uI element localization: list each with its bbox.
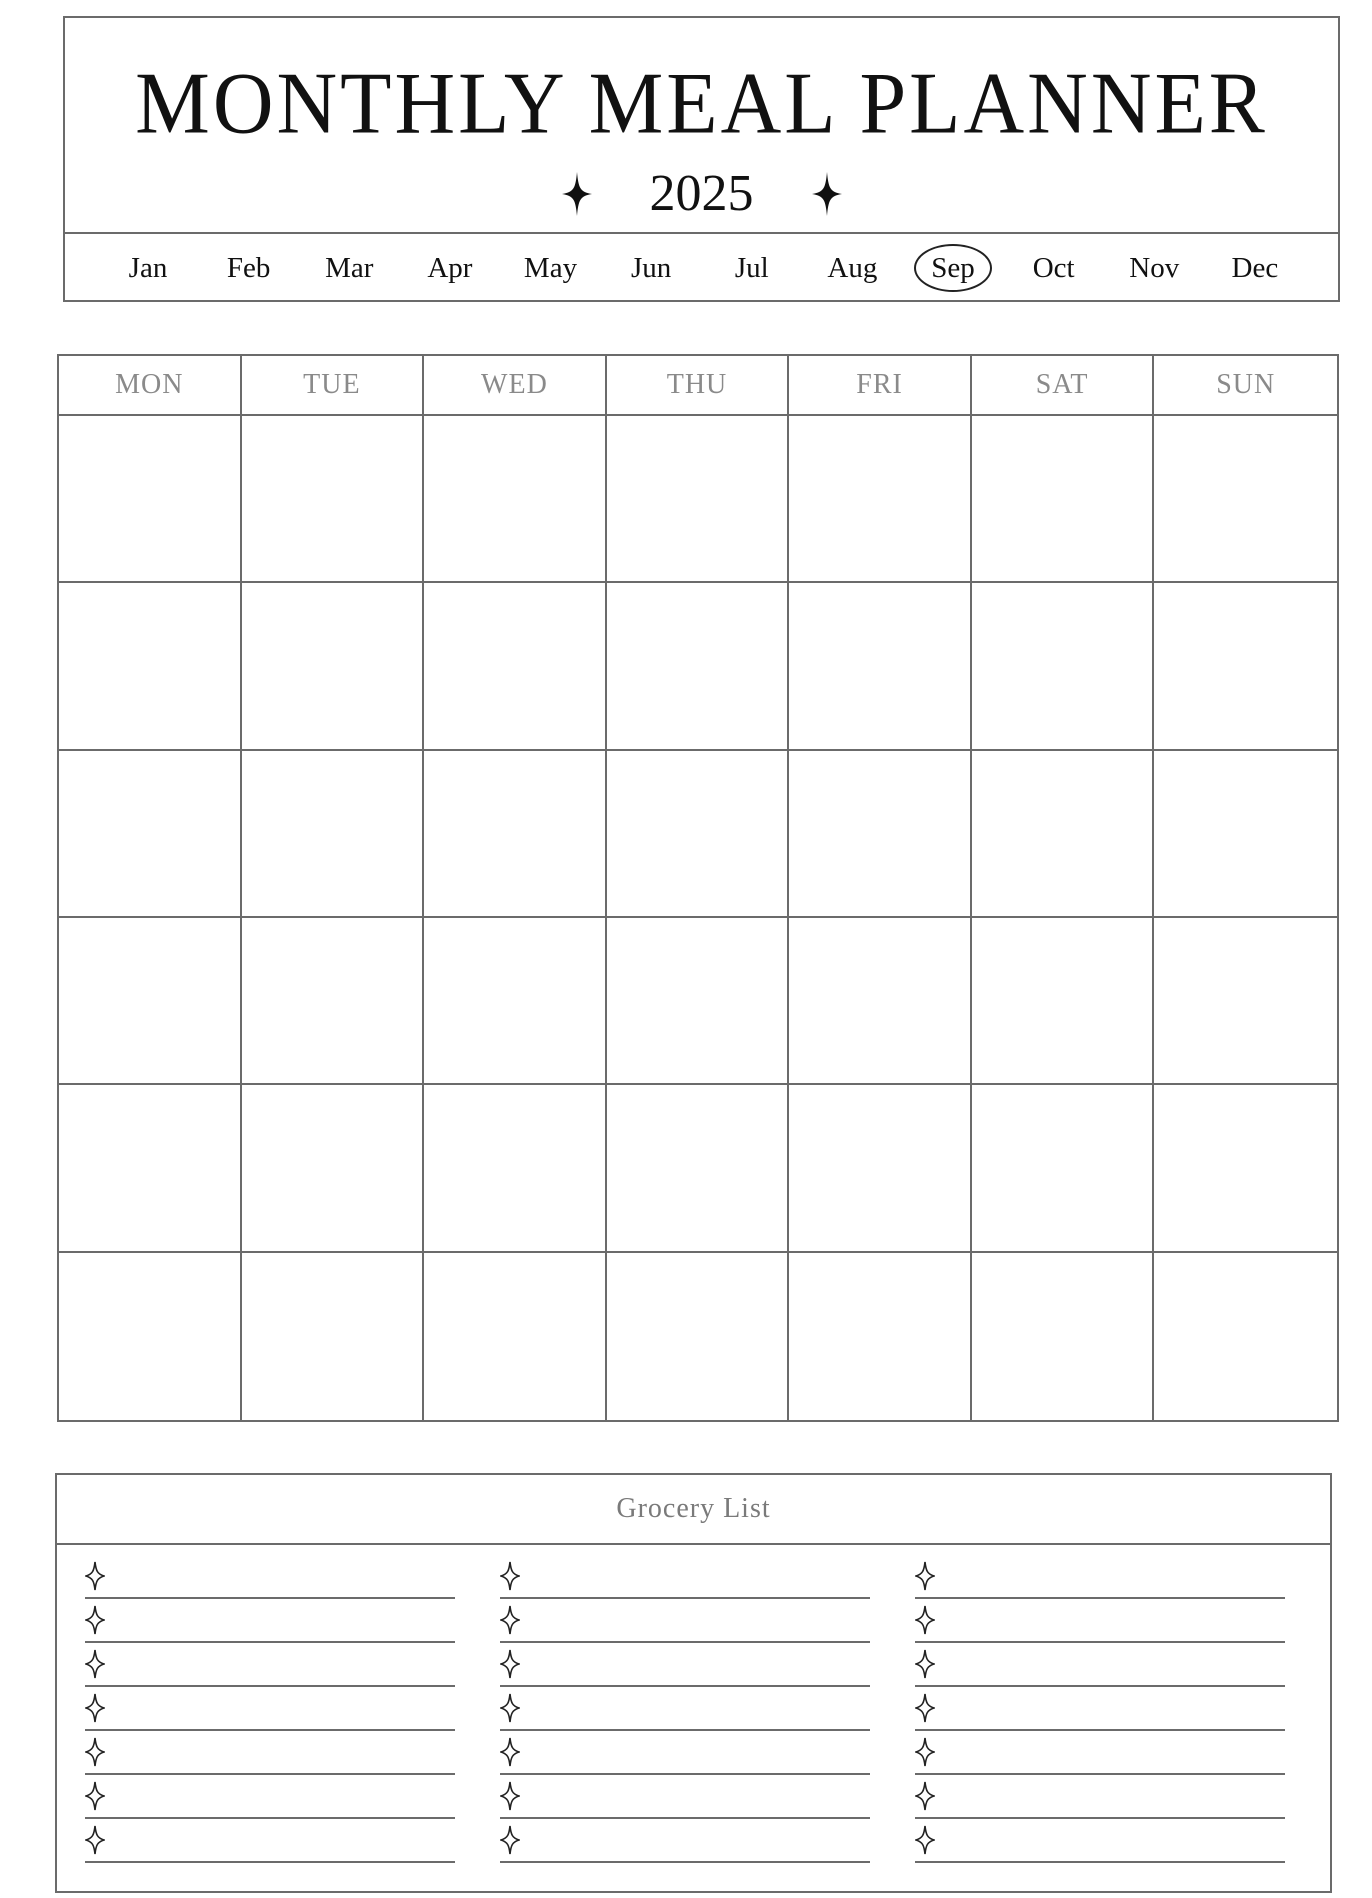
grocery-item-line[interactable] [85, 1731, 455, 1775]
calendar-cell[interactable] [972, 918, 1155, 1085]
sparkle-outline-icon [500, 1605, 520, 1635]
calendar-cell[interactable] [242, 1253, 425, 1420]
grocery-item-line[interactable] [915, 1643, 1285, 1687]
month-jan[interactable]: Jan [128, 252, 168, 284]
calendar-cell[interactable] [1154, 416, 1337, 583]
calendar-cell[interactable] [1154, 1085, 1337, 1252]
grocery-item-line[interactable] [915, 1555, 1285, 1599]
calendar-cell[interactable] [1154, 918, 1337, 1085]
month-jun[interactable]: Jun [630, 252, 672, 284]
month-aug[interactable]: Aug [827, 252, 878, 284]
calendar-cell[interactable] [242, 1085, 425, 1252]
sparkle-outline-icon [915, 1825, 935, 1855]
sparkle-outline-icon [915, 1561, 935, 1591]
page-title: MONTHLY MEAL PLANNER [135, 54, 1268, 153]
grocery-column-3 [915, 1555, 1285, 1863]
grocery-item-line[interactable] [85, 1599, 455, 1643]
month-apr[interactable]: Apr [427, 252, 473, 284]
calendar-cell[interactable] [789, 1085, 972, 1252]
grocery-item-line[interactable] [85, 1687, 455, 1731]
sparkle-outline-icon [915, 1693, 935, 1723]
calendar-cell[interactable] [424, 1253, 607, 1420]
grocery-item-line[interactable] [915, 1775, 1285, 1819]
sparkle-outline-icon [915, 1649, 935, 1679]
calendar-cell[interactable] [242, 583, 425, 750]
grocery-item-line[interactable] [500, 1819, 870, 1863]
calendar-cell[interactable] [789, 583, 972, 750]
sparkle-icon [812, 172, 842, 216]
sparkle-outline-icon [915, 1781, 935, 1811]
calendar-cell[interactable] [789, 918, 972, 1085]
grocery-item-line[interactable] [500, 1599, 870, 1643]
calendar-cell[interactable] [59, 416, 242, 583]
calendar-cell[interactable] [972, 583, 1155, 750]
sparkle-outline-icon [915, 1737, 935, 1767]
header-panel [63, 16, 1340, 302]
weekday-mon: MON [59, 356, 242, 416]
sparkle-outline-icon [500, 1825, 520, 1855]
grocery-list-panel [55, 1473, 1332, 1893]
month-nov[interactable]: Nov [1129, 252, 1180, 284]
calendar-cell[interactable] [59, 918, 242, 1085]
month-selector [105, 234, 1298, 302]
grocery-item-line[interactable] [500, 1643, 870, 1687]
calendar-cell[interactable] [607, 583, 790, 750]
calendar-cell[interactable] [1154, 751, 1337, 918]
calendar-cell[interactable] [424, 416, 607, 583]
month-dec[interactable]: Dec [1231, 252, 1279, 284]
calendar-cell[interactable] [607, 751, 790, 918]
calendar-cell[interactable] [789, 1253, 972, 1420]
calendar-cell[interactable] [607, 1085, 790, 1252]
weekday-tue: TUE [242, 356, 425, 416]
weekday-thu: THU [607, 356, 790, 416]
grocery-item-line[interactable] [915, 1819, 1285, 1863]
sparkle-outline-icon [85, 1737, 105, 1767]
grocery-item-line[interactable] [85, 1555, 455, 1599]
calendar-cell[interactable] [972, 416, 1155, 583]
sparkle-outline-icon [915, 1605, 935, 1635]
year-row [65, 164, 1338, 224]
sparkle-outline-icon [85, 1825, 105, 1855]
sparkle-outline-icon [500, 1693, 520, 1723]
sparkle-outline-icon [500, 1561, 520, 1591]
calendar-cell[interactable] [607, 416, 790, 583]
calendar-cell[interactable] [59, 1253, 242, 1420]
calendar-cell[interactable] [424, 583, 607, 750]
calendar-cell[interactable] [1154, 583, 1337, 750]
grocery-column-1 [85, 1555, 455, 1863]
weekday-sat: SAT [972, 356, 1155, 416]
calendar-cell[interactable] [424, 918, 607, 1085]
calendar-cell[interactable] [972, 751, 1155, 918]
sparkle-outline-icon [85, 1693, 105, 1723]
month-jul[interactable]: Jul [734, 252, 769, 284]
calendar-cell[interactable] [789, 751, 972, 918]
calendar-cell[interactable] [242, 416, 425, 583]
month-feb[interactable]: Feb [226, 252, 271, 284]
grocery-item-line[interactable] [915, 1599, 1285, 1643]
calendar-cell[interactable] [424, 1085, 607, 1252]
month-sep-selected[interactable]: Sep [910, 248, 996, 288]
sparkle-outline-icon [500, 1781, 520, 1811]
year-label: 2025 [649, 165, 754, 222]
calendar-cell[interactable] [972, 1085, 1155, 1252]
month-oct[interactable]: Oct [1032, 252, 1075, 284]
sparkle-outline-icon [85, 1649, 105, 1679]
grocery-item-line[interactable] [500, 1775, 870, 1819]
calendar-cell[interactable] [789, 416, 972, 583]
grocery-item-line[interactable] [915, 1687, 1285, 1731]
grocery-item-line[interactable] [85, 1643, 455, 1687]
grocery-item-line[interactable] [85, 1819, 455, 1863]
grocery-item-line[interactable] [500, 1555, 870, 1599]
sparkle-outline-icon [85, 1561, 105, 1591]
grocery-column-2 [500, 1555, 870, 1863]
calendar-cell[interactable] [59, 1085, 242, 1252]
calendar-cell[interactable] [607, 1253, 790, 1420]
calendar-cell[interactable] [424, 751, 607, 918]
month-may[interactable]: May [523, 252, 578, 284]
grocery-item-line[interactable] [500, 1731, 870, 1775]
grocery-list-title: Grocery List [57, 1475, 1330, 1545]
calendar-grid [57, 354, 1339, 1422]
calendar-cell[interactable] [59, 751, 242, 918]
month-mar[interactable]: Mar [325, 252, 374, 284]
sparkle-outline-icon [85, 1605, 105, 1635]
sparkle-outline-icon [500, 1737, 520, 1767]
calendar-cell[interactable] [1154, 1253, 1337, 1420]
sparkle-outline-icon [500, 1649, 520, 1679]
calendar-cell[interactable] [242, 918, 425, 1085]
weekday-wed: WED [424, 356, 607, 416]
grocery-item-line[interactable] [85, 1775, 455, 1819]
weekday-sun: SUN [1154, 356, 1337, 416]
grocery-item-line[interactable] [915, 1731, 1285, 1775]
grocery-item-line[interactable] [500, 1687, 870, 1731]
calendar-cell[interactable] [242, 751, 425, 918]
sparkle-icon [562, 172, 592, 216]
calendar-cell[interactable] [607, 918, 790, 1085]
weekday-fri: FRI [789, 356, 972, 416]
calendar-cell[interactable] [59, 583, 242, 750]
sparkle-outline-icon [85, 1781, 105, 1811]
calendar-cell[interactable] [972, 1253, 1155, 1420]
